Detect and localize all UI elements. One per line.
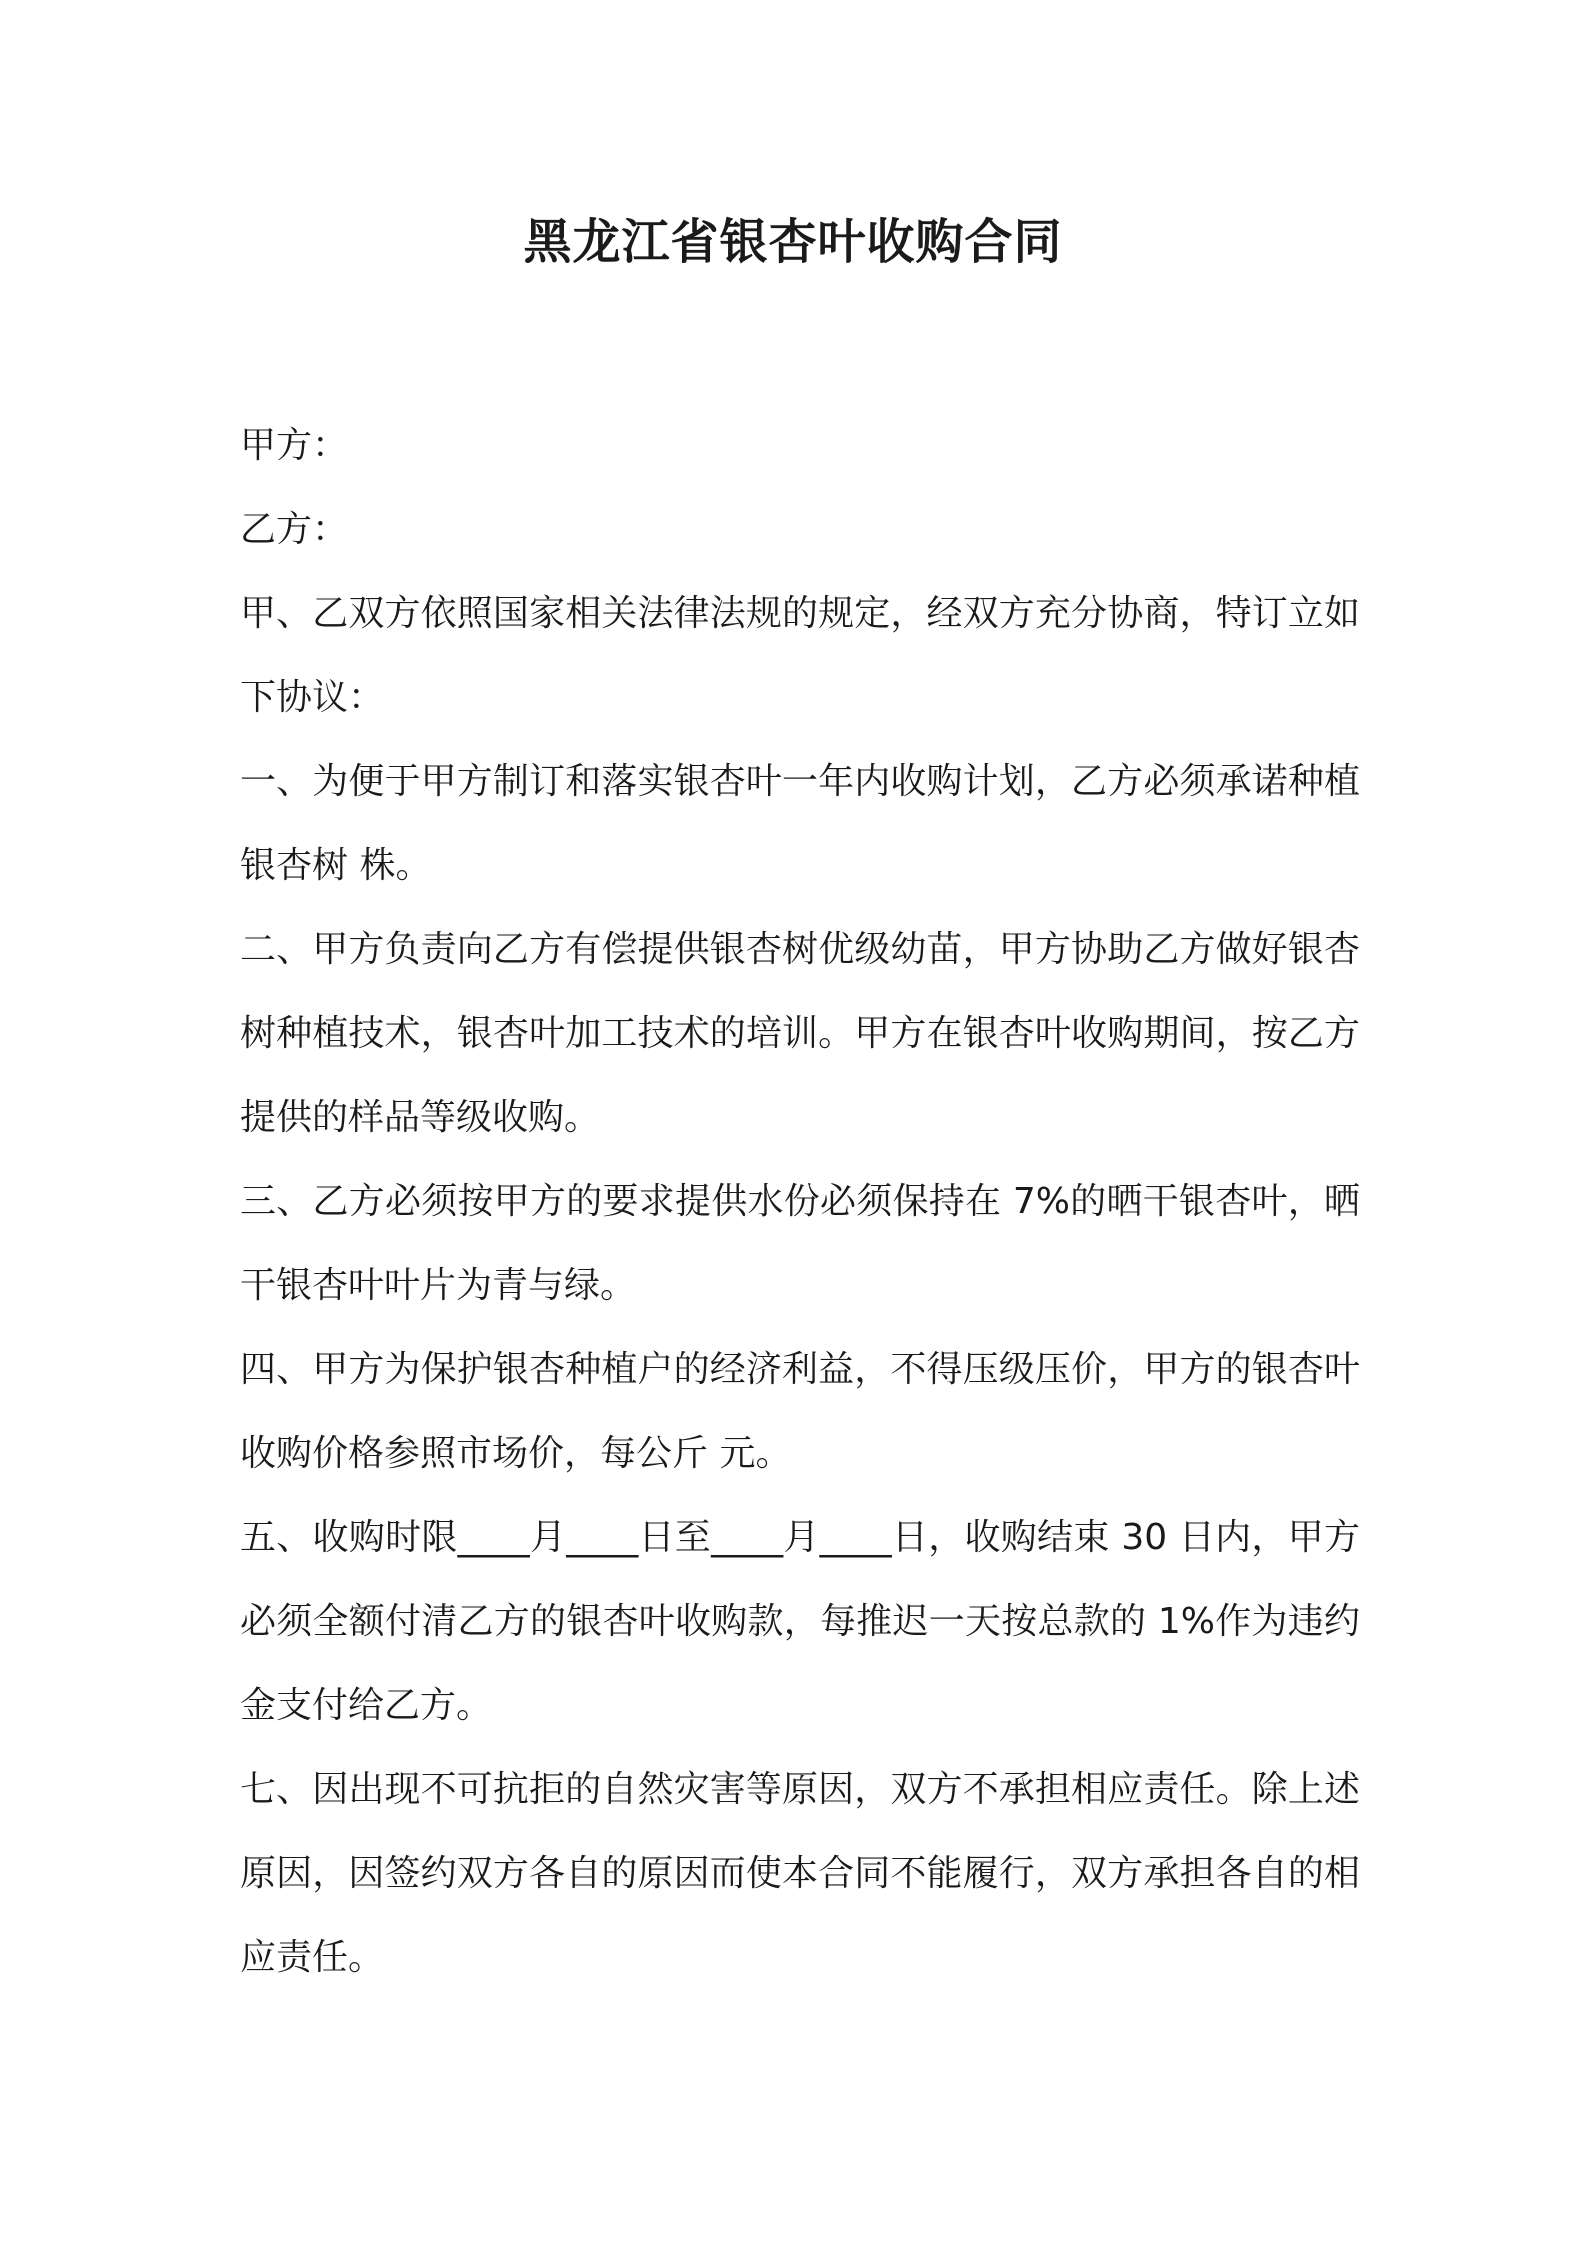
clause-4-paragraph: 四、甲方为保护银杏种植户的经济利益，不得压级压价，甲方的银杏叶收购价格参照市场价，每公斤 元。 (240, 1349, 1360, 1474)
clause-1-paragraph: 一、为便于甲方制订和落实银杏叶一年内收购计划，乙方必须承诺种植 银杏树 株。 (240, 761, 1360, 886)
party-a-line: 甲方： (240, 425, 349, 466)
document-title: 黑龙江省银杏叶收购合同 (523, 214, 1063, 270)
document-body (240, 404, 1360, 2000)
clause-2-paragraph: 二、甲方负责向乙方有偿提供银杏树优级幼苗，甲方协助乙方做好银杏树种植技术，银杏叶加工技术的培训。甲方在银杏叶收购期间，按乙方提供的样品等级收购。 (240, 929, 1360, 1138)
preamble-paragraph: 甲、乙双方依照国家相关法律法规的规定，经双方充分协商，特订立如下协议： (240, 593, 1360, 718)
party-b-line: 乙方： (240, 509, 349, 550)
clause-5-paragraph: 五、收购时限____月____日至____月____日，收购结束 30 日内，甲方必须全额付清乙方的银杏叶收购款，每推迟一天按总款的 1%作为违约金支付给乙方。 (240, 1517, 1360, 1726)
clause-7-paragraph: 七、因出现不可抗拒的自然灾害等原因，双方不承担相应责任。除上述原因，因签约双方各自的原因而使本合同不能履行，双方承担各自的相应责任。 (240, 1769, 1360, 1978)
clause-3-paragraph: 三、乙方必须按甲方的要求提供水份必须保持在 7%的晒干银杏叶，晒干银杏叶叶片为青与绿。 (240, 1181, 1360, 1306)
